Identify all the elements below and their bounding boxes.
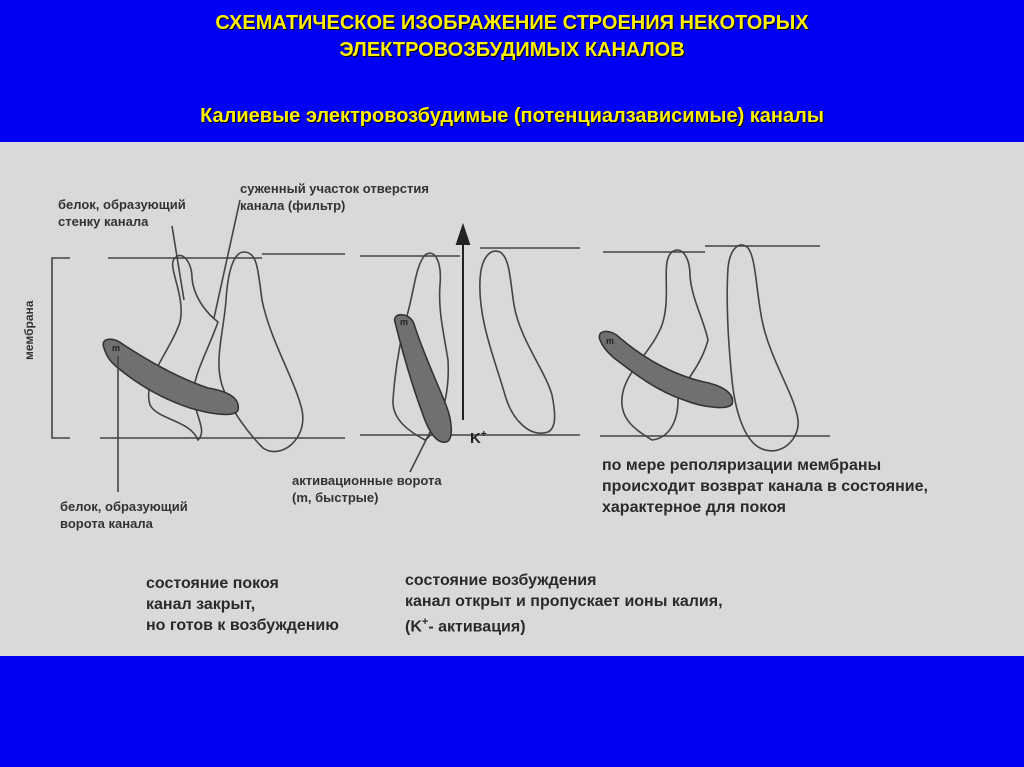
rest-state-text: состояние покоя канал закрыт, но готов к возбуждению <box>146 575 339 634</box>
title-line-1: СХЕМАТИЧЕСКОЕ ИЗОБРАЖЕНИЕ СТРОЕНИЯ НЕКОТОРЫХ <box>215 12 809 34</box>
excited-state-text: состояние возбуждения канал открыт и пропускает ионы калия, (K+- активация) <box>405 572 723 636</box>
gate-letter: m <box>606 336 615 346</box>
gate-letter: m <box>112 343 121 353</box>
wall-protein-right <box>727 245 798 451</box>
filter-label: суженный участок отверстия канала (фильтр) <box>240 181 429 213</box>
wall-protein-label: белок, образующий стенку канала <box>58 197 186 229</box>
gate-protein <box>599 331 732 407</box>
wall-protein-left <box>622 250 708 440</box>
wall-protein-right <box>480 251 555 433</box>
membrane-bracket <box>52 258 70 438</box>
k-ion-label: K+ <box>470 429 487 447</box>
title-line-2: ЭЛЕКТРОВОЗБУДИМЫХ КАНАЛОВ <box>339 39 685 61</box>
gate-letter: m <box>400 317 409 327</box>
gate-protein-label: белок, образующий ворота канала <box>60 499 188 531</box>
subtitle: Калиевые электровозбудимые (потенциалзависимые) каналы <box>200 105 824 127</box>
filter-pointer <box>214 200 240 318</box>
wall-protein-right <box>219 252 303 452</box>
membrane-label: мембрана <box>22 300 36 360</box>
k-ion-arrowhead <box>457 226 469 244</box>
gate-protein <box>103 339 238 414</box>
activation-gate-label: активационные ворота (m, быстрые) <box>292 473 442 505</box>
repolarization-text: по мере реполяризации мембраны происходит возврат канала в состояние, характерное для покоя <box>602 457 928 516</box>
